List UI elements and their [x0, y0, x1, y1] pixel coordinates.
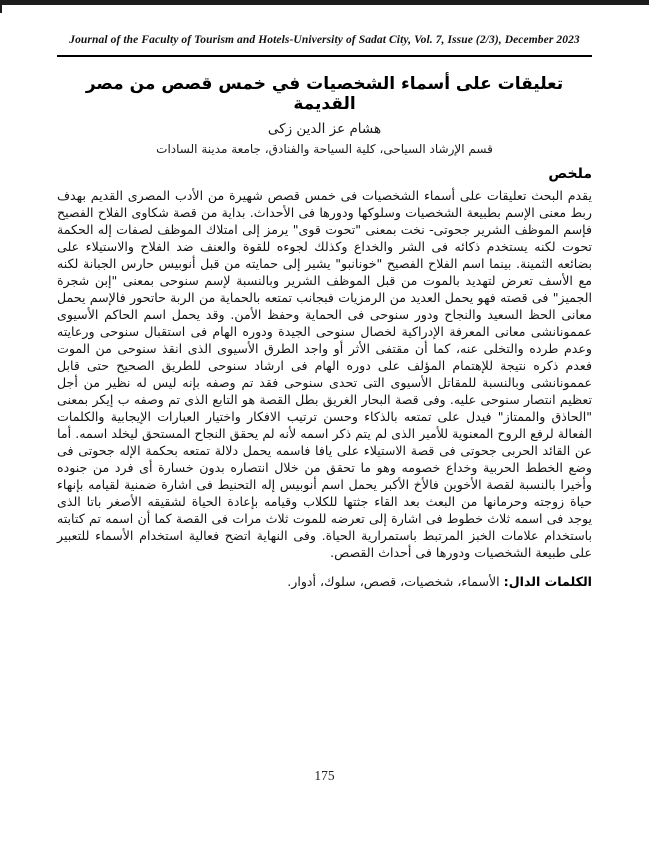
author-name: هشام عز الدين زكى: [267, 121, 382, 137]
scan-edge-artifact-top: [0, 0, 649, 5]
abstract-heading: ملخص: [548, 166, 592, 182]
article-title: تعليقات على أسماء الشخصيات في خمس قصص من مصر القديمة: [85, 74, 564, 114]
author-affiliation: قسم الإرشاد السياحى، كلية السياحة والفنادق، جامعة مدينة السادات: [156, 142, 493, 156]
scan-edge-artifact-left: [0, 0, 2, 13]
page-number: 175: [314, 768, 335, 783]
keywords-list: الأسماء، شخصيات، قصص، سلوك، أدوار.: [287, 574, 500, 589]
keywords-line: [57, 574, 592, 589]
journal-header-line: Journal of the Faculty of Tourism and Hotels-University of Sadat City, Vol. 7, Issue (2/3), December 2023: [69, 34, 580, 46]
header-divider-rule: [57, 55, 592, 57]
keywords-label: الكلمات الدال:: [503, 574, 592, 589]
abstract-text: يقدم البحث تعليقات على أسماء الشخصيات فى خمس قصص شهيرة من الأدب المصرى القديم بهدف ربط معنى الإسم بطبيعة الشخصيات وسلوكها ودورها فى الأحداث. بداية من قصة شكاوى الفلاح الفصيح فإسم الموظف الشرير جحوتى- نخت بمعنى "تحوت قوى" يرمز إلى امتلاك الموظف لصفات إله الحكمة تحوت لكنه يستخدم ذكائه فى الشر والخداع وكذلك لجوءه للقوة والعنف ضد الفلاح والاستيلاء على بضائعه الثمينة. بينما اسم الفلاح الفصيح "خونانبو" يشير إلى حمايته من قبل أنوبيس حارس الجبانة لكنه مع الأسف تعرض لتهديد بالموت من قبل الموظف الشرير وبالنسبة لإسم سنوحى بمعنى "إبن شجرة الجميز" فى قصته فهو يحمل العديد من الرمزيات فبجانب تمتعه بالحماية من الربة حاتحور فالإسم يحمل معانى الحظ السعيد والنجاح ودور سنوحى فى الحماية وحفظ الأمن. وقد يحمل اسم الحاكم الأسيوى عممونانشى معانى المعرفة الإدراكية لخصال سنوحى الجيدة ودوره الهام فى استقبال سنوحى ورعايته وعدم طرده والتخلى عنه، كما أن مقتفى الأثر أو واجد الطرق الأسيوى الذى انقذ سنوحى من الموت فعدم ذكره نتيجة للإهتمام المؤلف على دوره الهام فى ارشاد سنوحى للطريق الصحيح حتى قابل عممونانشى وبالنسبة للمقاتل الأسيوى التى تحدى سنوحى فقد تم وصفه بإنه ليس له نظير من أجل تعظيم انتصار سنوحى عليه. وفى قصة البحار الغريق بطل القصة هو التابع الذى تم وصفه ب إيكر بمعنى "الحاذق والممتاز" فيدل على تمتعه بالذكاء وحسن ترتيب الافكار واختيار العبارات الإيجابية والكلمات الفعالة لرفع الروح المعنوية للأمير الذى لم يتم ذكر اسمه لأنه لم يحقق النجاح المستحق ليخلد اسمه. أما عن القائد الحربى جحوتى فى قصة الاستيلاء على يافا فاسمه يحمل دلالة تمتعه بحكمة الإله جحوتى فى وضع الخطط الحربية وخداع خصومه وهو ما تحقق من خلال انتصاره بدون خسارة أى فرد من جنوده وأخيرا بالنسبة لقصة الأخوين فالأخ الأكبر يحمل اسم أنوبيس إله التحنيط فى اشارة ضمنية لقيامه بإنهاء حياة زوجته وحرمانها من البعث بعد القاء جثتها للكلاب وقيامه بإعادة الحياة لشقيقه الأصغر باتا الذى يوجد فى اسمه ثلاث خطوط فى اشارة إلى تعرضه للموت ثلاث مرات فى القصة كما أن اسمه تم كتابته باستخدام علامات الخبز المرتبط باستمرارية الحياة. وفى النهاية اتضح فعالية استخدام الأسماء للتعبير على طبيعة الشخصيات ودورها فى أحداث القصص.: [57, 188, 592, 560]
